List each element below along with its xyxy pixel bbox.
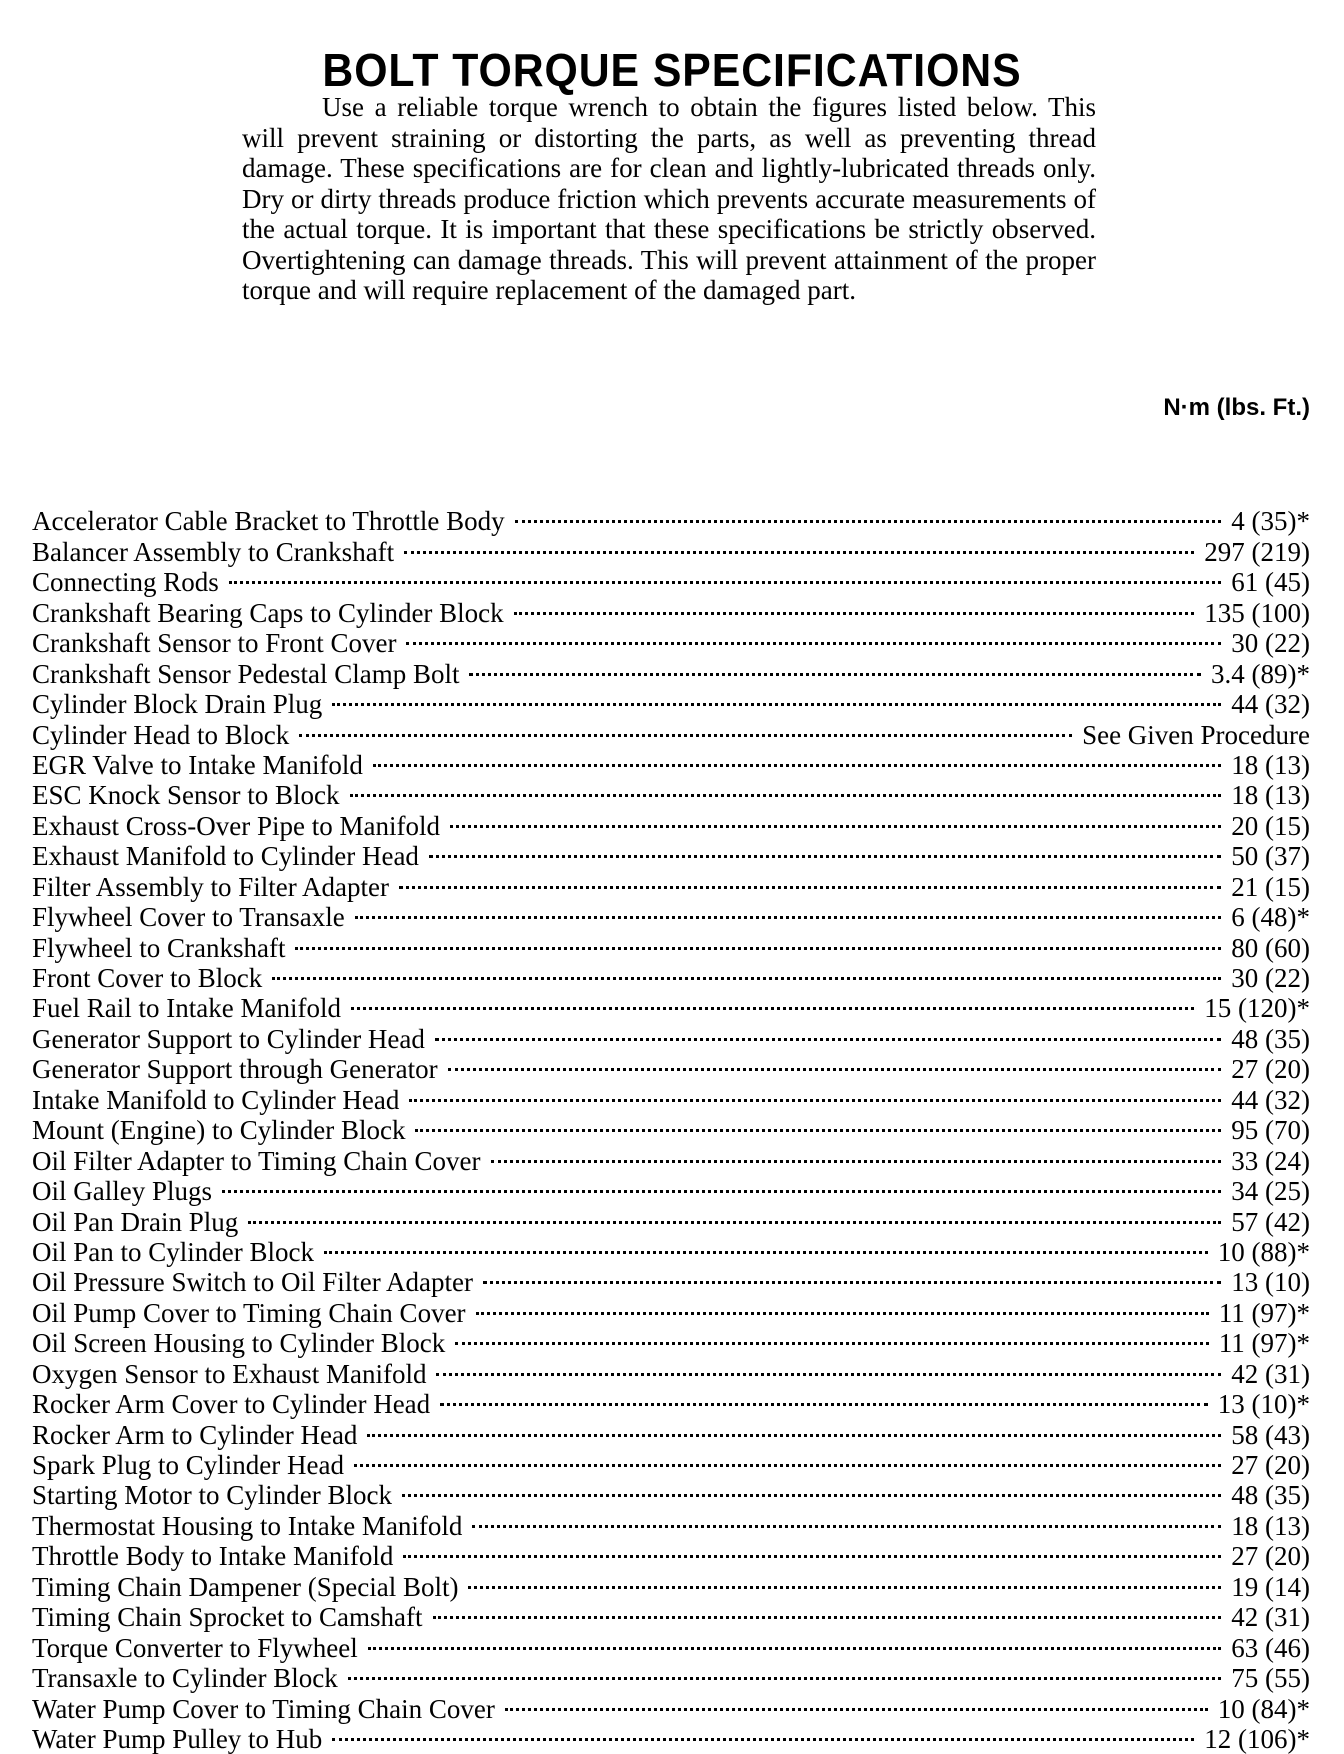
spec-value: 297 (219)	[1204, 536, 1310, 567]
spec-value: 15 (120)*	[1204, 993, 1310, 1024]
dot-leader	[476, 1291, 1209, 1321]
dot-leader	[222, 1170, 1221, 1200]
dot-leader	[229, 561, 1222, 591]
spec-value: 6 (48)*	[1231, 902, 1310, 933]
spec-row	[32, 1170, 1310, 1207]
dot-leader	[435, 1017, 1221, 1047]
spec-name: Rocker Arm to Cylinder Head	[32, 1419, 358, 1450]
dot-leader	[448, 1048, 1222, 1078]
spec-name: EGR Valve to Intake Manifold	[32, 749, 363, 780]
dot-leader	[354, 1444, 1221, 1474]
spec-value: 12 (106)*	[1204, 1723, 1310, 1754]
spec-value: 33 (24)	[1231, 1145, 1310, 1176]
dot-leader	[429, 835, 1221, 865]
spec-name: Generator Support through Generator	[32, 1054, 438, 1085]
spec-name: Spark Plug to Cylinder Head	[32, 1450, 344, 1480]
dot-leader	[402, 1474, 1221, 1504]
spec-value: 27 (20)	[1231, 1450, 1310, 1480]
dot-leader	[324, 1231, 1208, 1261]
spec-name: Oil Galley Plugs	[32, 1176, 212, 1207]
dot-leader	[373, 744, 1221, 774]
spec-value: 13 (10)	[1231, 1267, 1310, 1298]
spec-value: See Given Procedure	[1082, 719, 1310, 750]
spec-name: Water Pump Pulley to Hub	[32, 1723, 323, 1754]
dot-leader	[403, 1535, 1221, 1565]
spec-value: 75 (55)	[1231, 1663, 1310, 1694]
spec-value: 10 (88)*	[1217, 1236, 1310, 1267]
spec-name: Front Cover to Block	[32, 963, 263, 993]
dot-leader	[332, 1718, 1194, 1748]
spec-value: 42 (31)	[1231, 1358, 1310, 1389]
dot-leader	[299, 713, 1072, 743]
dot-leader	[348, 1657, 1222, 1687]
spec-name: Oil Pan to Cylinder Block	[32, 1236, 314, 1267]
spec-value: 18 (13)	[1231, 749, 1310, 780]
spec-name: Accelerator Cable Bracket to Throttle Body	[32, 506, 505, 537]
spec-name: Generator Support to Cylinder Head	[32, 1023, 425, 1054]
spec-row	[32, 500, 1310, 537]
spec-name: Oil Screen Housing to Cylinder Block	[32, 1328, 446, 1359]
spec-value: 4 (35)*	[1231, 506, 1310, 537]
spec-value: 11 (97)*	[1218, 1328, 1310, 1359]
spec-name: Rocker Arm Cover to Cylinder Head	[32, 1389, 431, 1420]
spec-name: Intake Manifold to Cylinder Head	[32, 1084, 400, 1115]
spec-value: 13 (10)*	[1217, 1389, 1310, 1420]
dot-leader	[367, 1413, 1221, 1443]
dot-leader	[351, 987, 1194, 1017]
spec-name: Connecting Rods	[32, 567, 219, 598]
spec-value: 3.4 (89)*	[1211, 658, 1310, 689]
dot-leader	[368, 1626, 1221, 1656]
dot-leader	[248, 1200, 1221, 1230]
spec-value: 20 (15)	[1231, 810, 1310, 841]
spec-name: Crankshaft Sensor Pedestal Clamp Bolt	[32, 658, 460, 689]
spec-value: 30 (22)	[1231, 963, 1310, 993]
spec-value: 11 (97)*	[1218, 1297, 1310, 1328]
dot-leader	[350, 774, 1222, 804]
spec-name: Flywheel Cover to Transaxle	[32, 902, 345, 933]
spec-name: Starting Motor to Cylinder Block	[32, 1480, 392, 1511]
spec-name: Oil Pressure Switch to Oil Filter Adapter	[32, 1267, 473, 1298]
spec-name: Exhaust Cross-Over Pipe to Manifold	[32, 810, 440, 841]
spec-name: Oil Filter Adapter to Timing Chain Cover	[32, 1145, 481, 1176]
torque-spec-list	[32, 500, 1310, 1754]
dot-leader	[483, 1261, 1221, 1291]
spec-row	[32, 1200, 1310, 1237]
spec-value: 95 (70)	[1231, 1115, 1310, 1146]
units-label: N·m (lbs. Ft.)	[1163, 394, 1310, 421]
spec-value: 44 (32)	[1231, 689, 1310, 720]
dot-leader	[440, 1383, 1208, 1413]
spec-value: 30 (22)	[1231, 628, 1310, 659]
spec-value: 21 (15)	[1231, 871, 1310, 902]
spec-name: Oxygen Sensor to Exhaust Manifold	[32, 1358, 427, 1389]
spec-value: 135 (100)	[1204, 597, 1310, 628]
dot-leader	[272, 957, 1221, 987]
spec-name: Timing Chain Sprocket to Camshaft	[32, 1602, 423, 1633]
spec-name: Filter Assembly to Filter Adapter	[32, 871, 389, 902]
spec-value: 44 (32)	[1231, 1084, 1310, 1115]
spec-value: 27 (20)	[1231, 1541, 1310, 1572]
page-title: BOLT TORQUE SPECIFICATIONS	[322, 43, 1022, 96]
spec-name: Cylinder Block Drain Plug	[32, 689, 323, 720]
dot-leader	[468, 1565, 1221, 1595]
spec-value: 57 (42)	[1231, 1206, 1310, 1237]
spec-value: 42 (31)	[1231, 1602, 1310, 1633]
spec-name: Exhaust Manifold to Cylinder Head	[32, 841, 419, 872]
spec-name: ESC Knock Sensor to Block	[32, 780, 340, 811]
spec-value: 50 (37)	[1231, 841, 1310, 872]
dot-leader	[409, 1078, 1221, 1108]
spec-name: Water Pump Cover to Timing Chain Cover	[32, 1693, 495, 1724]
dot-leader	[491, 1139, 1222, 1169]
dot-leader	[450, 804, 1221, 834]
spec-value: 58 (43)	[1231, 1419, 1310, 1450]
spec-value: 48 (35)	[1231, 1480, 1310, 1511]
spec-name: Fuel Rail to Intake Manifold	[32, 993, 341, 1024]
spec-name: Torque Converter to Flywheel	[32, 1632, 358, 1663]
dot-leader	[415, 1109, 1221, 1139]
spec-name: Throttle Body to Intake Manifold	[32, 1541, 394, 1572]
spec-name: Cylinder Head to Block	[32, 719, 290, 750]
dot-leader	[332, 683, 1221, 713]
dot-leader	[433, 1596, 1222, 1626]
spec-value: 27 (20)	[1231, 1054, 1310, 1085]
spec-name: Flywheel to Crankshaft	[32, 932, 286, 963]
spec-value: 18 (13)	[1231, 1510, 1310, 1541]
dot-leader	[514, 591, 1195, 621]
intro-paragraph: Use a reliable torque wrench to obtain the figures listed below. This will prevent straining or distorting the parts, as well as preventing thread damage. These specifications are for clean and lightly-lubricated threads only. Dry or dirty threads produce friction which prevents accurate measurements of the actual torque. It is important that these specifications be strictly observed. Overtightening can damage threads. This will prevent attainment of the proper torque and will require replacement of the damaged part.	[242, 92, 1096, 305]
dot-leader	[472, 1504, 1221, 1534]
dot-leader	[406, 622, 1221, 652]
spec-name: Transaxle to Cylinder Block	[32, 1663, 338, 1694]
dot-leader	[469, 652, 1201, 682]
spec-value: 63 (46)	[1231, 1632, 1310, 1663]
dot-leader	[455, 1322, 1209, 1352]
spec-name: Balancer Assembly to Crankshaft	[32, 536, 395, 567]
spec-value: 48 (35)	[1231, 1023, 1310, 1054]
dot-leader	[515, 500, 1222, 530]
spec-value: 80 (60)	[1231, 932, 1310, 963]
spec-value: 10 (84)*	[1217, 1693, 1310, 1724]
spec-value: 19 (14)	[1231, 1571, 1310, 1602]
spec-name: Thermostat Housing to Intake Manifold	[32, 1510, 463, 1541]
dot-leader	[404, 530, 1194, 560]
dot-leader	[355, 896, 1222, 926]
dot-leader	[399, 865, 1221, 895]
dot-leader	[436, 1352, 1221, 1382]
spec-value: 61 (45)	[1231, 567, 1310, 598]
spec-value: 34 (25)	[1231, 1176, 1310, 1207]
dot-leader	[505, 1687, 1208, 1717]
spec-name: Oil Pan Drain Plug	[32, 1206, 239, 1237]
spec-name: Oil Pump Cover to Timing Chain Cover	[32, 1297, 466, 1328]
spec-name: Crankshaft Sensor to Front Cover	[32, 628, 397, 659]
dot-leader	[295, 926, 1221, 956]
spec-value: 18 (13)	[1231, 780, 1310, 811]
spec-name: Mount (Engine) to Cylinder Block	[32, 1115, 406, 1146]
spec-name: Timing Chain Dampener (Special Bolt)	[32, 1571, 459, 1602]
spec-name: Crankshaft Bearing Caps to Cylinder Block	[32, 597, 504, 628]
